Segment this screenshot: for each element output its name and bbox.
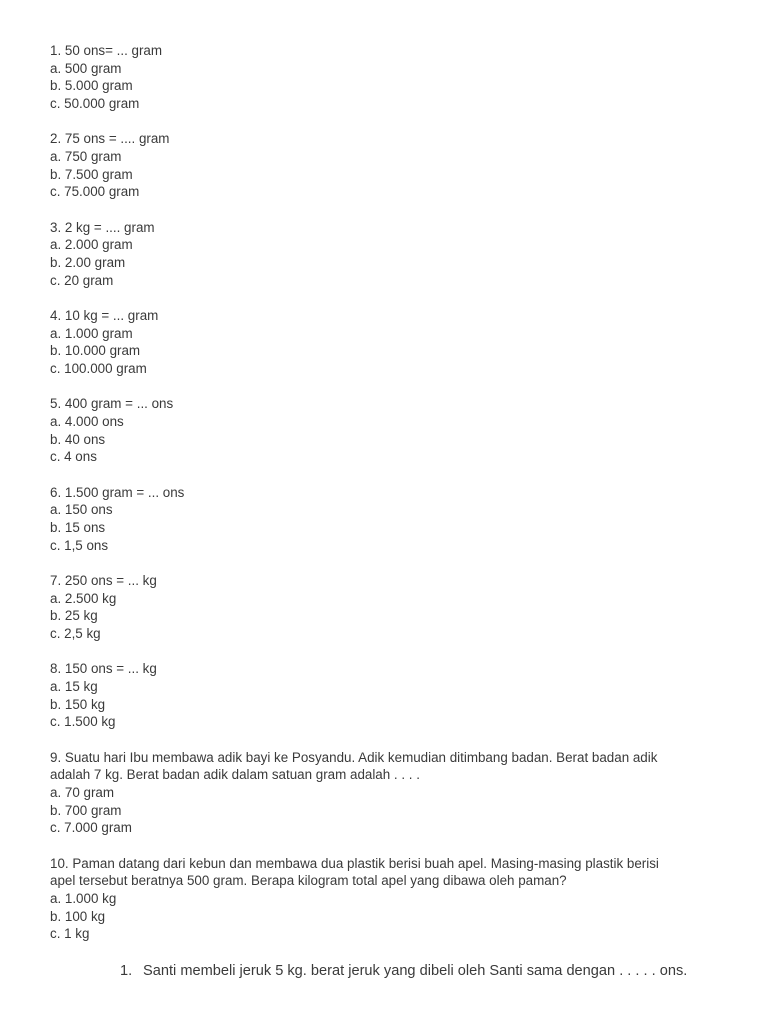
- answer-option: a. 15 kg: [50, 678, 98, 694]
- question-text: apel tersebut beratnya 500 gram. Berapa kilogram total apel yang dibawa oleh paman?: [50, 873, 567, 889]
- answer-option: c. 75.000 gram: [50, 184, 140, 200]
- answer-option: b. 2.00 gram: [50, 255, 126, 271]
- answer-option: b. 700 gram: [50, 802, 122, 818]
- question-block: [50, 395, 718, 466]
- question-text: 1. 50 ons= ... gram: [50, 43, 163, 58]
- question-block: [50, 484, 718, 555]
- answer-option: a. 2.500 kg: [50, 590, 117, 606]
- question-block: [50, 749, 718, 838]
- answer-option: c. 7.000 gram: [50, 820, 132, 836]
- question-text: 5. 400 gram = ... ons: [50, 396, 174, 412]
- answer-option: b. 5.000 gram: [50, 78, 133, 94]
- answer-option: c. 1,5 ons: [50, 537, 109, 553]
- question-text: adalah 7 kg. Berat badan adik dalam satuan gram adalah . . . .: [50, 767, 420, 783]
- answer-option: c. 100.000 gram: [50, 361, 147, 377]
- question-block: [50, 855, 718, 944]
- question-block: [50, 572, 718, 643]
- final-item-number: 1.: [120, 962, 133, 979]
- final-list-item: [100, 961, 718, 981]
- answer-option: b. 25 kg: [50, 608, 98, 624]
- question-text: 8. 150 ons = ... kg: [50, 661, 157, 677]
- question-text: 10. Paman datang dari kebun dan membawa dua plastik berisi buah apel. Masing-masing plastik berisi: [50, 855, 659, 871]
- answer-option: b. 150 kg: [50, 696, 106, 712]
- answer-option: b. 10.000 gram: [50, 343, 141, 359]
- answer-option: c. 4 ons: [50, 449, 97, 465]
- final-item-text: Santi membeli jeruk 5 kg. berat jeruk yang dibeli oleh Santi sama dengan . . . . . ons.: [143, 962, 688, 979]
- answer-option: a. 2.000 gram: [50, 237, 133, 253]
- answer-option: b. 7.500 gram: [50, 166, 133, 182]
- answer-option: a. 70 gram: [50, 784, 115, 800]
- answer-option: c. 2,5 kg: [50, 625, 101, 641]
- answer-option: c. 20 gram: [50, 272, 114, 288]
- question-text: 4. 10 kg = ... gram: [50, 307, 159, 323]
- answer-option: c. 1.500 kg: [50, 714, 116, 730]
- question-block: [50, 307, 718, 378]
- answer-option: b. 40 ons: [50, 431, 106, 447]
- question-block: [50, 219, 718, 290]
- answer-option: a. 1.000 kg: [50, 890, 117, 906]
- answer-option: b. 100 kg: [50, 908, 106, 924]
- question-text: 7. 250 ons = ... kg: [50, 572, 157, 588]
- question-text: 2. 75 ons = .... gram: [50, 131, 170, 147]
- answer-option: b. 15 ons: [50, 519, 106, 535]
- answer-option: a. 500 gram: [50, 60, 122, 76]
- question-block: [50, 130, 718, 201]
- answer-option: c. 1 kg: [50, 926, 90, 942]
- question-block: [50, 660, 718, 731]
- question-block: [50, 42, 718, 113]
- answer-option: a. 1.000 gram: [50, 325, 133, 341]
- answer-option: a. 750 gram: [50, 149, 122, 165]
- question-text: 6. 1.500 gram = ... ons: [50, 484, 185, 500]
- answer-option: c. 50.000 gram: [50, 96, 140, 112]
- question-list: [50, 42, 718, 943]
- answer-option: a. 150 ons: [50, 502, 113, 518]
- answer-option: a. 4.000 ons: [50, 413, 124, 429]
- question-text: 9. Suatu hari Ibu membawa adik bayi ke Posyandu. Adik kemudian ditimbang badan. Berat badan adik: [50, 749, 658, 765]
- question-text: 3. 2 kg = .... gram: [50, 219, 155, 235]
